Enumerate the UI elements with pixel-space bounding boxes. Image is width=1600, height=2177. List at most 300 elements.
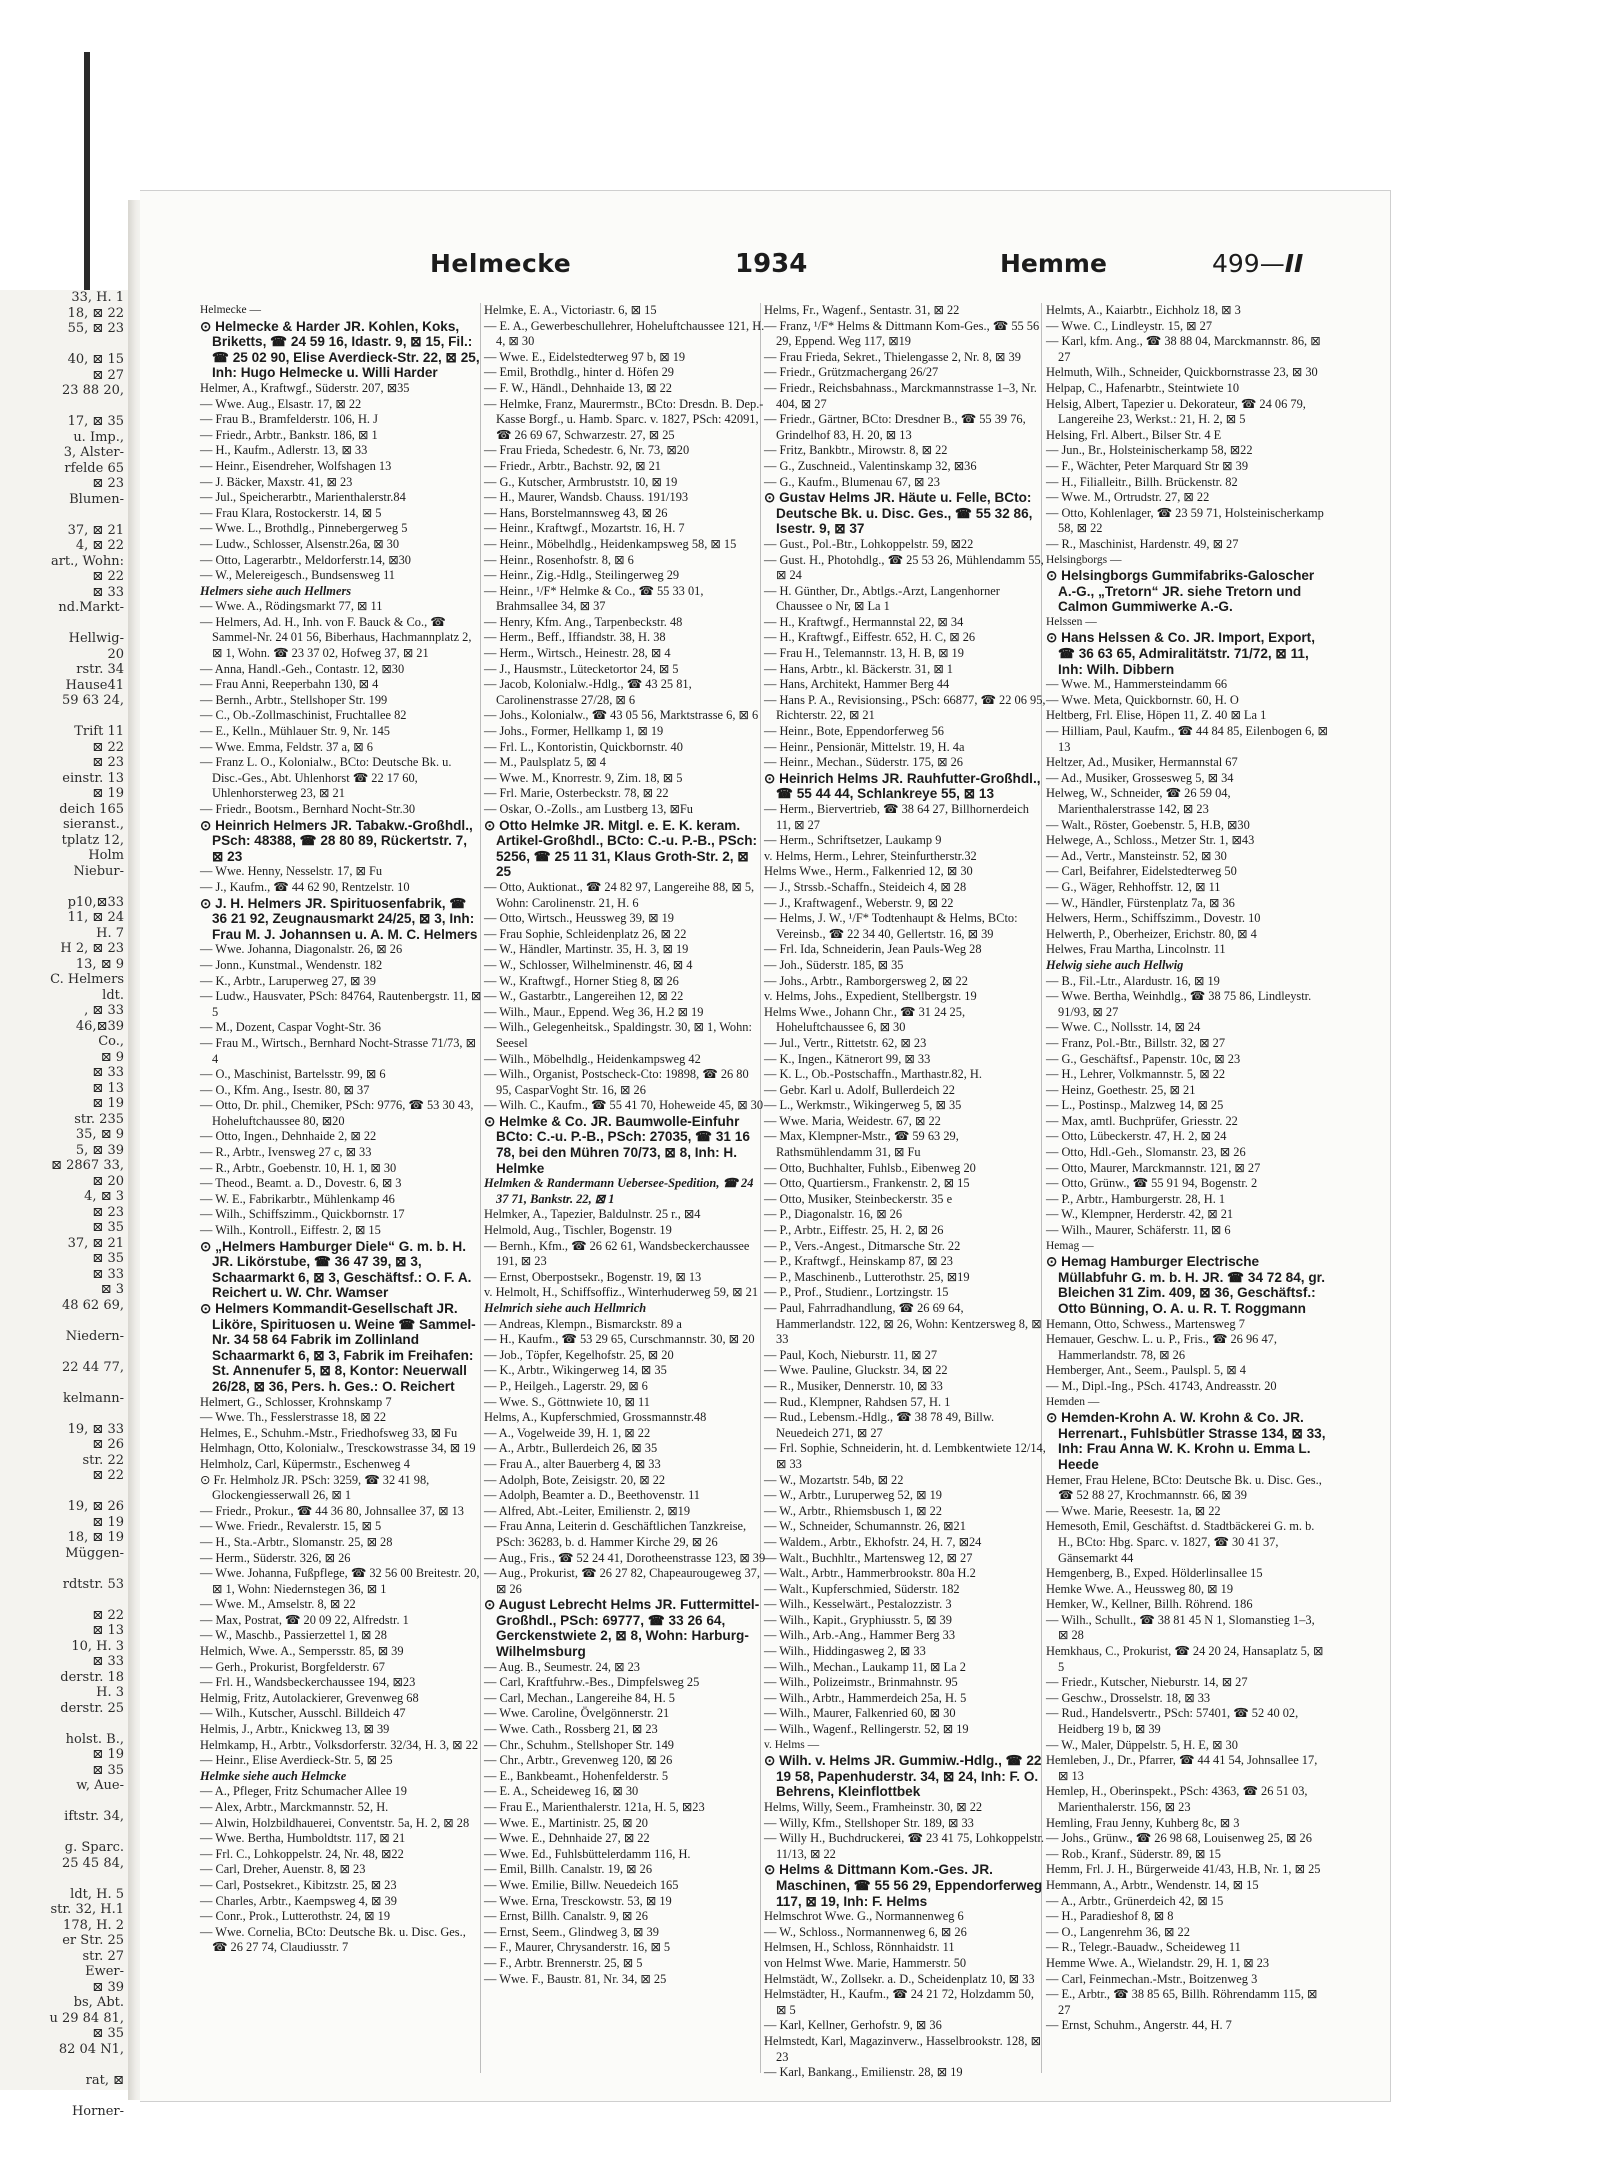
directory-entry: — Wwe. Marie, Reesestr. 1a, ⊠ 22: [1046, 1503, 1221, 1518]
directory-entry: — Frl. H., Wandsbeckerchaussee 194, ⊠23: [200, 1675, 416, 1690]
directory-entry: — Hans, Borstelmannsweg 43, ⊠ 26: [484, 505, 668, 520]
directory-entry: — Wwe. E., Martinistr. 25, ⊠ 20: [484, 1815, 648, 1830]
directory-entry: v. Helms, Johs., Expedient, Stellbergstr. 19: [764, 989, 977, 1004]
directory-entry: — H., Filialleitr., Billh. Brückenstr. 82: [1046, 474, 1238, 489]
left-page-text-fragment: str. 32, H.1: [50, 1902, 124, 1917]
left-page-text-fragment: 37, ⊠ 21: [67, 1235, 124, 1251]
directory-entry: — Wilh., Kesselwärt., Pestalozzistr. 3: [764, 1597, 952, 1612]
directory-entry: Helmich, Wwe. A., Sempersstr. 85, ⊠ 39: [200, 1644, 404, 1659]
directory-entry: — Wwe. Erna, Tresckowstr. 53, ⊠ 19: [484, 1893, 672, 1908]
directory-entry: — Alwin, Holzbildhauerei, Conventstr. 5a, H. 2, ⊠ 28: [200, 1815, 470, 1830]
left-page-text-fragment: iftstr. 34,: [64, 1809, 124, 1824]
left-page-text-fragment: Blumen-: [69, 491, 124, 507]
directory-entry: Hemleben, J., Dr., Pfarrer, ☎ 44 41 54, Johnsallee 17, ⊠ 13: [1046, 1753, 1318, 1783]
left-page-text-fragment: tplatz 12,: [61, 832, 124, 848]
left-page-text-fragment: ⊠ 35: [92, 2026, 124, 2041]
directory-entry: — Fritz, Bankbtr., Mirowstr. 8, ⊠ 22: [764, 443, 948, 458]
directory-entry: Helmer, A., Kraftwgf., Süderstr. 207, ⊠35: [200, 380, 410, 395]
directory-entry: — C., Ob.-Zollmaschinist, Fruchtallee 82: [200, 708, 407, 723]
left-page-text-fragment: [0, 399, 128, 415]
directory-entry: — L., Werkmstr., Wikingerweg 5, ⊠ 35: [764, 1098, 962, 1113]
directory-entry: — Wwe. Meta, Quickbornstr. 60, H. O: [1046, 692, 1239, 707]
left-page-text-fragment: 178, H. 2: [63, 1917, 124, 1933]
directory-entry: Helms Wwe., Herm., Falkenried 12, ⊠ 30: [764, 864, 973, 879]
directory-entry: ⊙ J. H. Helmers JR. Spirituosenfabrik, ☎ 36 21 92, Zeugnausmarkt 24/25, ⊠ 3, Inh: Frau M. J. Johannsen u. A. M. C. Helmers: [200, 895, 478, 942]
directory-entry: — Wwe. F., Baustr. 81, Nr. 34, ⊠ 25: [484, 1971, 667, 1986]
left-page-text-fragment: H 2, ⊠ 23: [60, 941, 124, 956]
directory-entry: — Otto, Hdl.-Geh., Slomanstr. 23, ⊠ 26: [1046, 1145, 1246, 1160]
directory-entry: — Otto, Grünw., ☎ 55 91 94, Bogenstr. 2: [1046, 1176, 1258, 1191]
directory-entry: — M., Dipl.-Ing., PSch. 41743, Andreasstr. 20: [1046, 1378, 1277, 1393]
directory-entry: — Karl, Kellner, Gerhofstr. 9, ⊠ 36: [764, 2018, 942, 2033]
directory-entry: — Carl, Mechan., Langereihe 84, H. 5: [484, 1690, 675, 1705]
directory-entry: — Heinr., Bote, Eppendorferweg 56: [764, 724, 944, 739]
directory-entry: — W. E., Fabrikarbtr., Mühlenkamp 46: [200, 1191, 395, 1206]
directory-entry: — W., Melereigesch., Bundsensweg 11: [200, 568, 396, 583]
left-page-text-fragment: g. Sparc.: [64, 1840, 124, 1855]
directory-entry: — K. L., Ob.-Postschaffn., Marthastr.82, H.: [764, 1067, 982, 1082]
directory-entry: — E. A., Gewerbeschullehrer, Hoheluftchaussee 121, H. 4, ⊠ 30: [484, 318, 765, 349]
left-page-text-fragment: u 29 84 81,: [49, 2010, 124, 2026]
directory-entry: — Wwe. Henny, Nesselstr. 17, ⊠ Fu: [200, 864, 383, 879]
directory-entry: — Frau Frieda, Schedestr. 6, Nr. 73, ⊠20: [484, 443, 690, 458]
directory-entry: — Joh., Süderstr. 185, ⊠ 35: [764, 957, 904, 972]
directory-entry: — Friedr., Bootsm., Bernhard Nocht-Str.30: [200, 802, 416, 816]
directory-entry: — P., Prof., Studienr., Lortzingstr. 15: [764, 1285, 949, 1300]
directory-entry: Hemm, Frl. J. H., Bürgerweide 41/43, H.B, Nr. 1, ⊠ 25: [1046, 1862, 1321, 1877]
directory-entry: — M., Dozent, Caspar Voght-Str. 36: [200, 1020, 381, 1035]
directory-entry: Helmig, Fritz, Autolackierer, Grevenweg 68: [200, 1690, 419, 1705]
directory-entry: Helwers, Herm., Schiffszimm., Dovestr. 10: [1046, 911, 1261, 926]
left-page-text-fragment: 37, ⊠ 21: [67, 522, 124, 538]
directory-entry: — W., Schlosser, Wilhelminenstr. 46, ⊠ 4: [484, 957, 693, 972]
left-page-text-fragment: [0, 2057, 128, 2073]
directory-entry: — Wilh., Kapit., Gryphiusstr. 5, ⊠ 39: [764, 1612, 952, 1627]
directory-entry: — J., Kaufm., ☎ 44 62 90, Rentzelstr. 10: [200, 879, 410, 894]
directory-entry: — K., Ingen., Kätnerort 99, ⊠ 33: [764, 1051, 931, 1066]
directory-entry: — Herm., Schriftsetzer, Laukamp 9: [764, 833, 942, 848]
left-page-text-fragment: Niebur-: [73, 863, 124, 879]
left-page-text-fragment: H. 3: [96, 1685, 124, 1700]
left-page-text-fragment: bs, Abt.: [73, 1995, 124, 2010]
directory-entry: — Wilh., Gelegenheitsk., Spaldingstr. 30, ⊠ 1, Wohn: Seesel: [484, 1020, 752, 1050]
directory-entry: — P., Kraftwgf., Heinskamp 87, ⊠ 23: [764, 1254, 953, 1269]
left-page-text-fragment: 13, ⊠ 9: [75, 956, 124, 972]
left-page-text-fragment: 19, ⊠ 33: [67, 1421, 124, 1437]
directory-entry: — Job., Töpfer, Kegelhofstr. 25, ⊠ 20: [484, 1347, 674, 1362]
directory-entry: — Rud., Handelsvertr., PSch: 57401, ☎ 52 40 02, Heidberg 19 b, ⊠ 39: [1046, 1706, 1299, 1737]
directory-entry: — F. W., Händl., Dehnhaide 13, ⊠ 22: [484, 380, 673, 395]
directory-entry: — Otto, Lübeckerstr. 47, H. 2, ⊠ 24: [1046, 1129, 1227, 1144]
directory-entry: — W., Händler, Martinstr. 35, H. 3, ⊠ 19: [484, 942, 689, 957]
directory-entry: — Wilh. C., Kaufm., ☎ 55 41 70, Hoheweide 45, ⊠ 30: [484, 1098, 764, 1113]
left-page-text-fragment: [0, 1716, 128, 1732]
directory-entry: v. Helmolt, H., Schiffsoffiz., Winterhuderweg 59, ⊠ 21: [484, 1285, 759, 1300]
directory-entry: Helmold, Aug., Tischler, Bogenstr. 19: [484, 1223, 672, 1238]
directory-entry: — Rob., Kranf., Süderstr. 89, ⊠ 15: [1046, 1846, 1221, 1861]
directory-entry: — Wilh., Hiddingasweg 2, ⊠ 33: [764, 1644, 926, 1659]
left-page-text-fragment: nd.Markt-: [58, 600, 124, 615]
directory-entry: — Wilh., Arbtr., Hammerdeich 25a, H. 5: [764, 1690, 967, 1705]
left-page-text-fragment: 82 04 N1,: [58, 2041, 124, 2057]
directory-entry: — Frl. L., Kontoristin, Quickbornstr. 40: [484, 739, 683, 754]
directory-entry: — Franz, Pol.-Btr., Billstr. 32, ⊠ 27: [1046, 1035, 1226, 1050]
left-page-text-fragment: 25 45 84,: [61, 1855, 124, 1871]
directory-entry: von Helmst Wwe. Marie, Hammerstr. 50: [764, 1955, 967, 1970]
directory-entry: — Wwe. Ed., Fuhlsbüttelerdamm 116, H.: [484, 1846, 691, 1861]
directory-entry: — Otto, Ingen., Dehnhaide 2, ⊠ 22: [200, 1129, 377, 1144]
directory-entry: Helmstedt, Karl, Magazinverw., Hasselbrookstr. 128, ⊠ 23: [764, 2033, 1041, 2064]
header-year: 1934: [735, 249, 808, 279]
left-page-text-fragment: ⊠ 3: [100, 1282, 124, 1297]
left-page-text-fragment: Holm: [88, 848, 124, 863]
directory-entry: — Jun., Br., Holsteinischerkamp 58, ⊠22: [1046, 443, 1253, 458]
directory-entry: — Helms, J. W., ¹/F* Todtenhaupt & Helms, BCto: Vereinsb., ☎ 22 34 40, Gellertstr. 16, ⊠ 39: [764, 911, 1018, 941]
directory-page: [140, 190, 1391, 2102]
left-page-text-fragment: p10,⊠33: [67, 894, 124, 910]
directory-entry: — Wwe. Bertha, Weinhdlg., ☎ 38 75 86, Lindleystr. 91/93, ⊠ 27: [1046, 989, 1312, 1019]
directory-entry: — M., Paulsplatz 5, ⊠ 4: [484, 755, 606, 770]
directory-entry: Hemden —: [1046, 1395, 1100, 1408]
directory-entry: Helmken & Randermann Uebersee-Spedition, ☎ 24 37 71, Bankstr. 22, ⊠ 1: [484, 1176, 754, 1206]
directory-entry: — Wwe. Cornelia, BCto: Deutsche Bk. u. Disc. Ges., ☎ 26 27 74, Claudiusstr. 7: [200, 1924, 466, 1955]
directory-entry: ⊙ Helsingborgs Gummifabriks-Galoscher A.-G., „Tretorn“ JR. siehe Tretorn und Calmon Gummiwerke A.-G.: [1046, 568, 1315, 615]
left-page-text-fragment: 23 88 20,: [61, 383, 124, 398]
directory-entry: — A., Vogelweide 39, H. 1, ⊠ 22: [484, 1425, 651, 1440]
directory-entry: — Paul, Fahrradhandlung, ☎ 26 69 64, Hammerlandstr. 122, ⊠ 26, Wohn: Kentzersweg 8, ⊠ 33: [764, 1301, 1042, 1347]
left-page-text-fragment: holst. B.,: [65, 1731, 124, 1747]
directory-entry: — Henry, Kfm. Ang., Tarpenbeckstr. 48: [484, 614, 683, 629]
directory-entry: — Herm., Beff., Iffiandstr. 38, H. 38: [484, 630, 666, 645]
directory-entry: — Emil, Brothdlg., hinter d. Höfen 29: [484, 365, 674, 380]
left-page-text-fragment: ⊠ 2867 33,: [51, 1158, 124, 1173]
left-page-text-fragment: [0, 709, 128, 725]
directory-entry: — W., Maler, Düppelstr. 5, H. E, ⊠ 30: [1046, 1737, 1238, 1752]
left-page-text-fragment: ⊠ 33: [92, 584, 124, 600]
directory-entry: — Wwe. M., Amselstr. 8, ⊠ 22: [200, 1597, 356, 1612]
directory-entry: Helmis, J., Arbtr., Knickweg 13, ⊠ 39: [200, 1722, 390, 1737]
directory-entry: Hemer, Frau Helene, BCto: Deutsche Bk. u. Disc. Ges., ☎ 52 88 27, Krochmannstr. 66, ⊠ 39: [1046, 1472, 1322, 1503]
directory-entry: — Charles, Arbtr., Kaempsweg 4, ⊠ 39: [200, 1893, 397, 1908]
directory-entry: Helmes, E., Schuhm.-Mstr., Friedhofsweg 33, ⊠ Fu: [200, 1425, 458, 1440]
left-page-text-fragment: ⊠ 33: [92, 1654, 124, 1669]
directory-entry: — Frau M., Wirtsch., Bernhard Nocht-Strasse 71/73, ⊠ 4: [200, 1035, 477, 1066]
left-page-text-fragment: 40, ⊠ 15: [67, 352, 124, 367]
left-page-text-fragment: Horner-: [71, 2103, 124, 2119]
directory-entry: — Paul, Koch, Nieburstr. 11, ⊠ 27: [764, 1347, 938, 1362]
directory-entry: ⊙ Heinrich Helmers JR. Tabakw.-Großhdl., PSch: 48388, ☎ 28 80 89, Rückertstr. 7, ⊠ 23: [200, 817, 473, 864]
directory-entry: Helmsen, H., Schloss, Rönnhaidstr. 11: [764, 1940, 955, 1955]
directory-entry: — Frau H., Telemannstr. 13, H. B, ⊠ 19: [764, 646, 964, 661]
directory-entry: — W., Mozartstr. 54b, ⊠ 22: [764, 1472, 904, 1487]
left-page-text-fragment: 46,⊠39: [75, 1018, 124, 1034]
directory-entry: — W., Kraftwgf., Horner Stieg 8, ⊠ 26: [484, 973, 679, 988]
left-page-text-fragment: [0, 616, 128, 632]
directory-entry: — G., Wäger, Rehhoffstr. 12, ⊠ 11: [1046, 879, 1221, 894]
left-page-text-fragment: rfelde 65: [64, 460, 124, 476]
directory-entry: — Max, Klempner-Mstr., ☎ 59 63 29, Rathsmühlendamm 31, ⊠ Fu: [764, 1129, 959, 1160]
left-page-text-fragment: [0, 1825, 128, 1841]
directory-entry: — Gerh., Prokurist, Borgfelderstr. 67: [200, 1659, 385, 1674]
directory-entry: — Wilh., Maurer, Falkenried 60, ⊠ 30: [764, 1706, 956, 1721]
directory-entry: — Walt., Buchhltr., Martensweg 12, ⊠ 27: [764, 1550, 973, 1565]
left-page-text-fragment: ⊠ 23: [92, 476, 124, 491]
left-page-text-fragment: 20: [107, 646, 124, 662]
directory-entry: — Jonn., Kunstmal., Wendenstr. 182: [200, 957, 383, 972]
directory-entry: ⊙ Helmke & Co. JR. Baumwolle-Einfuhr BCto: C.-u. P.-B., PSch: 27035, ☎ 31 16 78, bei den Mühren 70/73, ⊠ 8, Inh: H. Helmke: [484, 1113, 750, 1176]
directory-entry: Helmuth, Wilh., Schneider, Quickbornstrasse 23, ⊠ 30: [1046, 365, 1318, 380]
directory-entry: — Heinr., Zig.-Hdlg., Steilingerweg 29: [484, 568, 680, 583]
left-page-text-fragment: 35, ⊠ 9: [75, 1127, 124, 1142]
directory-entry: — J., Strssb.-Schaffn., Steideich 4, ⊠ 28: [764, 879, 967, 894]
left-page-text-fragment: Trift 11: [74, 724, 124, 739]
directory-entry: — Wilh., Organist, Postscheck-Cto: 19898, ☎ 26 80 95, CasparVoght Str. 16, ⊠ 26: [484, 1067, 749, 1097]
directory-entry: — Wwe. A., Rödingsmarkt 77, ⊠ 11: [200, 599, 383, 614]
page-header: [140, 249, 1390, 289]
directory-entry: Helssen —: [1046, 615, 1097, 628]
directory-entry: — Franz, ¹/F* Helms & Dittmann Kom-Ges., ☎ 55 56 29, Eppend. Weg 117, ⊠19: [764, 318, 1040, 349]
directory-entry: ⊙ Helms & Dittmann Kom.-Ges. JR. Maschinen, ☎ 55 56 29, Eppendorferweg 117, ⊠ 19, Inh: F. Helms: [764, 1862, 1043, 1909]
directory-entry: — B., Fil.-Ltr., Alardustr. 16, ⊠ 19: [1046, 973, 1220, 988]
directory-entry: — H., Paradieshof 8, ⊠ 8: [1046, 1909, 1174, 1924]
left-page-text-fragment: [0, 1871, 128, 1887]
left-page-text-fragment: ⊠ 27: [92, 367, 124, 383]
directory-entry: Helmholz, Carl, Küpermstr., Eschenweg 4: [200, 1456, 410, 1471]
directory-entry: — Wwe. Aug., Elsastr. 17, ⊠ 22: [200, 396, 362, 411]
directory-entry: — Wwe. Emma, Feldstr. 37 a, ⊠ 6: [200, 739, 373, 754]
left-page-text-fragment: 11, ⊠ 24: [67, 910, 124, 925]
directory-entry: — G., Kaufm., Blumenau 67, ⊠ 23: [764, 474, 940, 489]
left-page-text-fragment: ⊠ 35: [92, 1762, 124, 1778]
left-page-text-fragment: Müggen-: [65, 1545, 124, 1561]
left-page-text-fragment: 22 44 77,: [61, 1359, 124, 1375]
left-page-text-fragment: u. Imp.,: [73, 429, 124, 445]
directory-entry: — W., Händler, Fürstenplatz 7a, ⊠ 36: [1046, 895, 1235, 910]
left-page-text-fragment: [0, 2088, 128, 2104]
directory-entry: — Gebr. Karl u. Adolf, Bullerdeich 22: [764, 1082, 955, 1097]
directory-entry: — Karl, Bankang., Emilienstr. 28, ⊠ 19: [764, 2065, 963, 2080]
directory-entry: Hemkhaus, C., Prokurist, ☎ 24 20 24, Hansaplatz 5, ⊠ 5: [1046, 1644, 1324, 1674]
directory-entry: ⊙ Wilh. v. Helms JR. Gummiw.-Hdlg., ☎ 22 19 58, Papenhuderstr. 34, ⊠ 24, Inh: F. O. Behrens, Kleinflottbek: [764, 1753, 1042, 1800]
directory-entry: — P., Diagonalstr. 16, ⊠ 26: [764, 1207, 903, 1222]
directory-entry: — Willy, Kfm., Stellshoper Str. 189, ⊠ 33: [764, 1815, 974, 1830]
directory-entry: — Ad., Vertr., Mansteinstr. 52, ⊠ 30: [1046, 848, 1227, 863]
directory-entry: — O., Kfm. Ang., Isestr. 80, ⊠ 37: [200, 1082, 370, 1097]
directory-entry: Hemme Wwe. A., Wielandstr. 29, H. 1, ⊠ 23: [1046, 1955, 1270, 1970]
left-page-text-fragment: Niedern-: [65, 1328, 124, 1344]
directory-entry: — W., Arbtr., Rhiemsbusch 1, ⊠ 22: [764, 1503, 943, 1518]
left-page-text-fragment: str. 22: [82, 1452, 124, 1468]
directory-entry: Helmrich siehe auch Hellmrich: [484, 1301, 647, 1315]
header-left-keyword: Helmecke: [430, 249, 572, 278]
directory-entry: — Wilh., Wagenf., Rellingerstr. 52, ⊠ 19: [764, 1722, 969, 1737]
directory-entry: — Gust., Pol.-Btr., Lohkoppelstr. 59, ⊠22: [764, 536, 974, 551]
left-page-text-fragment: ⊠ 13: [92, 1623, 124, 1638]
left-page-text-fragment: [0, 1313, 128, 1329]
left-page-text-fragment: ⊠ 26: [92, 1437, 124, 1452]
directory-entry: ⊙ Hemden-Krohn A. W. Krohn & Co. JR. Herrenart., Fuhlsbütler Strasse 134, ⊠ 33, Inh: Frau Anna W. K. Krohn u. Emma L. Heede: [1046, 1410, 1326, 1472]
directory-entry: ⊙ Heinrich Helms JR. Rauhfutter-Großhdl., ☎ 55 44 44, Schlankreye 55, ⊠ 13: [764, 770, 1041, 802]
directory-entry: — Wwe. C., Lindleystr. 15, ⊠ 27: [1046, 318, 1213, 333]
directory-entry: — Aug., Prokurist, ☎ 26 27 82, Chapeaurougeweg 37, ⊠ 26: [484, 1566, 760, 1596]
left-page-text-fragment: 4, ⊠ 3: [84, 1189, 124, 1204]
directory-entry: — F., Maurer, Chrysanderstr. 16, ⊠ 5: [484, 1940, 671, 1955]
left-page-text-fragment: [0, 1344, 128, 1360]
directory-entry: — Wwe. Johanna, Diagonalstr. 26, ⊠ 26: [200, 942, 403, 957]
directory-entry: — Wilh., Mechan., Laukamp 11, ⊠ La 2: [764, 1659, 966, 1674]
directory-entry: — Frau E., Marienthalerstr. 121a, H. 5, ⊠23: [484, 1800, 705, 1814]
directory-entry: — Herm., Süderstr. 326, ⊠ 26: [200, 1550, 351, 1565]
left-page-fragment: [0, 290, 128, 2119]
left-page-text-fragment: derstr. 25: [60, 1700, 124, 1716]
left-page-text-fragment: ⊠ 19: [92, 1514, 124, 1530]
directory-entry: — Frl. C., Lohkoppelstr. 24, Nr. 48, ⊠22: [200, 1846, 404, 1861]
left-page-text-fragment: deich 165: [59, 801, 124, 817]
left-page-text-fragment: Hause41: [65, 677, 124, 693]
directory-entry: Helwes, Frau Martha, Lincolnstr. 11: [1046, 942, 1226, 957]
directory-entry: — W., Gastarbtr., Langereihen 12, ⊠ 22: [484, 989, 684, 1004]
directory-entry: — Friedr., Prokur., ☎ 44 36 80, Johnsallee 37, ⊠ 13: [200, 1503, 464, 1518]
directory-entry: — Otto, Musiker, Steinbeckerstr. 35 e: [764, 1191, 953, 1206]
left-page-text-fragment: 4, ⊠ 22: [75, 538, 124, 553]
directory-entry: — Wilh., Kontroll., Eiffestr. 2, ⊠ 15: [200, 1223, 381, 1238]
directory-entry: — H. Günther, Dr., Abtlgs.-Arzt, Langenhorner Chaussee o Nr, ⊠ La 1: [764, 583, 1000, 614]
directory-entry: — Max, amtl. Buchprüfer, Griesstr. 22: [1046, 1113, 1238, 1128]
directory-entry: — Friedr., Kutscher, Nieburstr. 14, ⊠ 27: [1046, 1675, 1248, 1690]
directory-entry: — Herm., Biervertrieb, ☎ 38 64 27, Billhornerdeich 11, ⊠ 27: [764, 802, 1029, 832]
directory-entry: Hemberger, Ant., Seem., Paulspl. 5, ⊠ 4: [1046, 1363, 1246, 1378]
directory-entry: — Carl, Postsekret., Kibitzstr. 25, ⊠ 23: [200, 1877, 397, 1892]
directory-entry: — Heinr., Mechan., Süderstr. 175, ⊠ 26: [764, 755, 963, 770]
directory-entry: — Frau Klara, Rostockerstr. 14, ⊠ 5: [200, 505, 382, 520]
directory-entry: — Wilh., Arb.-Ang., Hammer Berg 33: [764, 1628, 956, 1643]
directory-entry: Heltberg, Frl. Elise, Höpen 11, Z. 40 ⊠ La 1: [1046, 708, 1267, 723]
left-page-text-fragment: 59 63 24,: [61, 693, 124, 708]
directory-entry: — R., Maschinist, Hardenstr. 49, ⊠ 27: [1046, 536, 1239, 551]
directory-entry: ⊙ Gustav Helms JR. Häute u. Felle, BCto: Deutsche Bk. u. Disc. Ges., ☎ 55 32 86, Isestr. 9, ⊠ 37: [764, 490, 1033, 537]
directory-entry: ⊙ Helmers Kommandit-Gesellschaft JR. Liköre, Spirituosen u. Weine ☎ Sammel-Nr. 34 58 64 Fabrik im Zollinland Schaarmarkt 6, ⊠ 3, Fabrik im Freihafen: St. Annenufer 5, ⊠ 8, Kontor: Neuerwall 26/28, ⊠ 36, Pers. h. Ges.: O. Reichert: [200, 1301, 476, 1394]
left-page-text-fragment: [0, 507, 128, 523]
directory-entry: — R., Arbtr., Ivensweg 27 c, ⊠ 33: [200, 1145, 372, 1160]
directory-entry: — A., Arbtr., Bullerdeich 26, ⊠ 35: [484, 1441, 658, 1456]
directory-entry: — H., Sta.-Arbtr., Slomanstr. 25, ⊠ 28: [200, 1534, 393, 1549]
directory-entry: — Wwe. Maria, Weidestr. 67, ⊠ 22: [764, 1113, 941, 1128]
directory-entry: — Johs., Former, Hellkamp 1, ⊠ 19: [484, 724, 664, 739]
directory-entry: — F., Wächter, Peter Marquard Str ⊠ 39: [1046, 458, 1249, 473]
directory-entry: — Wwe. M., Ortrudstr. 27, ⊠ 22: [1046, 490, 1210, 505]
left-page-text-fragment: 33, H. 1: [71, 290, 124, 305]
left-page-text-fragment: ⊠ 19: [92, 1747, 124, 1762]
directory-entry: Helwege, A., Schloss., Metzer Str. 1, ⊠43: [1046, 833, 1255, 848]
directory-entry: — Alfred, Abt.-Leiter, Emilienstr. 2, ⊠19: [484, 1503, 691, 1518]
directory-entry: — Andreas, Klempn., Bismarckstr. 89 a: [484, 1316, 682, 1331]
left-page-text-fragment: C. Helmers: [50, 972, 124, 987]
directory-entry: Helms, Fr., Wagenf., Sentastr. 31, ⊠ 22: [764, 303, 960, 317]
directory-entry: — Anna, Handl.-Geh., Contastr. 12, ⊠30: [200, 661, 405, 676]
directory-entry: — Frau Anna, Leiterin d. Geschäftlichen Tanzkreise, PSch: 36283, b. d. Hammer Kirche 29, ⊠ 26: [484, 1519, 747, 1549]
directory-entry: — Otto, Wirtsch., Heussweg 39, ⊠ 19: [484, 911, 674, 926]
directory-entry: — H., Kaufm., Adlerstr. 13, ⊠ 33: [200, 443, 368, 458]
directory-entry: — Walt., Röster, Goebenstr. 5, H.B, ⊠30: [1046, 817, 1250, 832]
directory-entry: — Hilliam, Paul, Kaufm., ☎ 44 84 85, Eilenbogen 6, ⊠ 13: [1046, 724, 1328, 754]
directory-entry: — J., Hausmstr., Lütecketortor 24, ⊠ 5: [484, 661, 679, 676]
directory-entry: Heltzer, Ad., Musiker, Hermannstal 67: [1046, 755, 1238, 770]
directory-entry: — Otto, Dr. phil., Chemiker, PSch: 9776, ☎ 53 30 43, Hoheluftchaussee 80, ⊠20: [200, 1098, 474, 1128]
left-page-text-fragment: [0, 337, 128, 353]
directory-entry: — Carl, Feinmechan.-Mstr., Boitzenweg 3: [1046, 1971, 1258, 1986]
left-page-text-fragment: ⊠ 33: [92, 1065, 124, 1080]
directory-entry: — Ernst, Billh. Canalstr. 9, ⊠ 26: [484, 1909, 648, 1924]
directory-entry: — Johs., Arbtr., Ramborgersweg 2, ⊠ 22: [764, 973, 968, 988]
directory-entry: — Wilh., Maurer, Schäferstr. 11, ⊠ 6: [1046, 1223, 1231, 1238]
directory-entry: — L., Postinsp., Malzweg 14, ⊠ 25: [1046, 1098, 1224, 1113]
directory-entry: Helms Wwe., Johann Chr., ☎ 31 24 25, Hoheluftchaussee 6, ⊠ 30: [764, 1004, 966, 1035]
directory-entry: — W., Arbtr., Luruperweg 52, ⊠ 19: [764, 1488, 942, 1503]
directory-entry: Hemesoth, Emil, Geschäftst. d. Stadtbäckerei G. m. b. H., BCto: Hbg. Sparc. v. 1827, ☎ 30 41 37, Gänsemarkt 44: [1046, 1519, 1315, 1565]
directory-entry: — E., Bankbeamt., Hohenfelderstr. 5: [484, 1768, 669, 1783]
directory-entry: ⊙ August Lebrecht Helms JR. Futtermittel-Großhdl., PSch: 69777, ☎ 33 26 64, Gerckenstwiete 2, ⊠ 8, Wohn: Harburg-Wilhelmsburg: [484, 1597, 760, 1660]
directory-entry: Helmker, A., Tapezier, Baldulnstr. 25 r., ⊠4: [484, 1207, 701, 1222]
left-page-text-fragment: ⊠ 22: [92, 1607, 124, 1623]
directory-entry: — Johs., Grünw., ☎ 26 98 68, Louisenweg 25, ⊠ 26: [1046, 1831, 1312, 1846]
left-page-text-fragment: ⊠ 23: [92, 1204, 124, 1220]
left-page-text-fragment: ⊠ 35: [92, 1251, 124, 1266]
directory-entry: — O., Maschinist, Bartelsstr. 99, ⊠ 6: [200, 1067, 386, 1082]
directory-entry: — H., Kraftwgf., Hermannstal 22, ⊠ 34: [764, 614, 964, 629]
directory-entry: Hemann, Otto, Schwess., Martensweg 7: [1046, 1316, 1245, 1331]
left-page-text-fragment: ⊠ 19: [92, 1096, 124, 1111]
directory-entry: — Otto, Quartiersm., Frankenstr. 2, ⊠ 15: [764, 1176, 970, 1191]
directory-entry: Hemag —: [1046, 1239, 1094, 1252]
directory-entry: — Ad., Musiker, Grossesweg 5, ⊠ 34: [1046, 770, 1234, 785]
left-page-text-fragment: H. 7: [96, 925, 124, 941]
directory-entry: Hemgenberg, B., Exped. Hölderlinsallee 15: [1046, 1566, 1263, 1581]
directory-entry: — Heinr., Möbelhdlg., Heidenkampsweg 58, ⊠ 15: [484, 536, 737, 551]
left-page-text-fragment: sieranst.,: [62, 817, 124, 832]
left-page-text-fragment: rat, ⊠: [85, 2072, 124, 2088]
directory-entry: — Wwe. L., Brothdlg., Pinnebergerweg 5: [200, 521, 408, 536]
directory-entry: — Otto, Buchhalter, Fuhlsb., Eibenweg 20: [764, 1160, 976, 1175]
header-right-keyword: Hemme: [1000, 249, 1107, 278]
directory-entry: — Frl. Marie, Osterbeckstr. 78, ⊠ 22: [484, 786, 669, 801]
directory-entry: — W., Maschb., Passierzettel 1, ⊠ 28: [200, 1628, 387, 1643]
directory-entry: — Heinz, Goethestr. 25, ⊠ 21: [1046, 1082, 1196, 1097]
left-page-text-fragment: ⊠ 20: [92, 1173, 124, 1189]
directory-entry: — Frau Anni, Reeperbahn 130, ⊠ 4: [200, 677, 379, 692]
directory-entry: — Wwe. Johanna, Fußpflege, ☎ 32 56 00 Breitestr. 20, ⊠ 1, Wohn: Niedernstegen 36, ⊠ 1: [200, 1566, 480, 1596]
directory-entry: — Jul., Vertr., Rittetstr. 62, ⊠ 23: [764, 1035, 927, 1050]
directory-entry: — Friedr., Reichsbahnass., Marckmannstrasse 1–3, Nr. 404, ⊠ 27: [764, 380, 1037, 411]
directory-entry: — Heinr., Kraftwgf., Mozartstr. 16, H. 7: [484, 521, 685, 536]
column-4: [1046, 303, 1328, 2083]
left-page-text-fragment: 17, ⊠ 35: [67, 414, 124, 429]
left-page-text-fragment: er Str. 25: [62, 1933, 124, 1948]
left-page-text-fragment: kelmann-: [63, 1390, 124, 1406]
left-page-text-fragment: [0, 1484, 128, 1500]
directory-entry: — Otto, Kohlenlager, ☎ 23 59 71, Holsteinischerkamp 58, ⊠ 22: [1046, 505, 1324, 536]
left-page-text-fragment: 55, ⊠ 23: [67, 321, 124, 336]
directory-entry: Helmts, A., Kaiarbtr., Eichholz 18, ⊠ 3: [1046, 303, 1241, 317]
directory-entry: — Wwe. S., Göttnwiete 10, ⊠ 11: [484, 1394, 650, 1409]
directory-entry: — E., Arbtr., ☎ 38 85 65, Billh. Röhrendamm 115, ⊠ 27: [1046, 1987, 1318, 2017]
directory-entry: — Heinr., Eisendreher, Wolfshagen 13: [200, 458, 392, 473]
left-page-text-fragment: 5, ⊠ 39: [75, 1142, 124, 1158]
directory-entry: ⊙ Hemag Hamburger Electrische Müllabfuhr G. m. b. H. JR. ☎ 34 72 84, gr. Bleichen 31 Zim. 409, ⊠ 36, Geschäftsf.: Otto Bünning, O. A. u. R. T. Roggmann: [1046, 1254, 1325, 1316]
directory-entry: — Otto, Auktionat., ☎ 24 82 97, Langereihe 88, ⊠ 5, Wohn: Carolinenstr. 21, H. 6: [484, 879, 755, 910]
directory-entry: Helpap, C., Hafenarbtr., Steintwiete 10: [1046, 380, 1240, 395]
directory-entry: — Friedr., Grützmachergang 26/27: [764, 365, 939, 380]
directory-entry: — Ludw., Hausvater, PSch: 84764, Rautenbergstr. 11, ⊠ 5: [200, 989, 482, 1019]
